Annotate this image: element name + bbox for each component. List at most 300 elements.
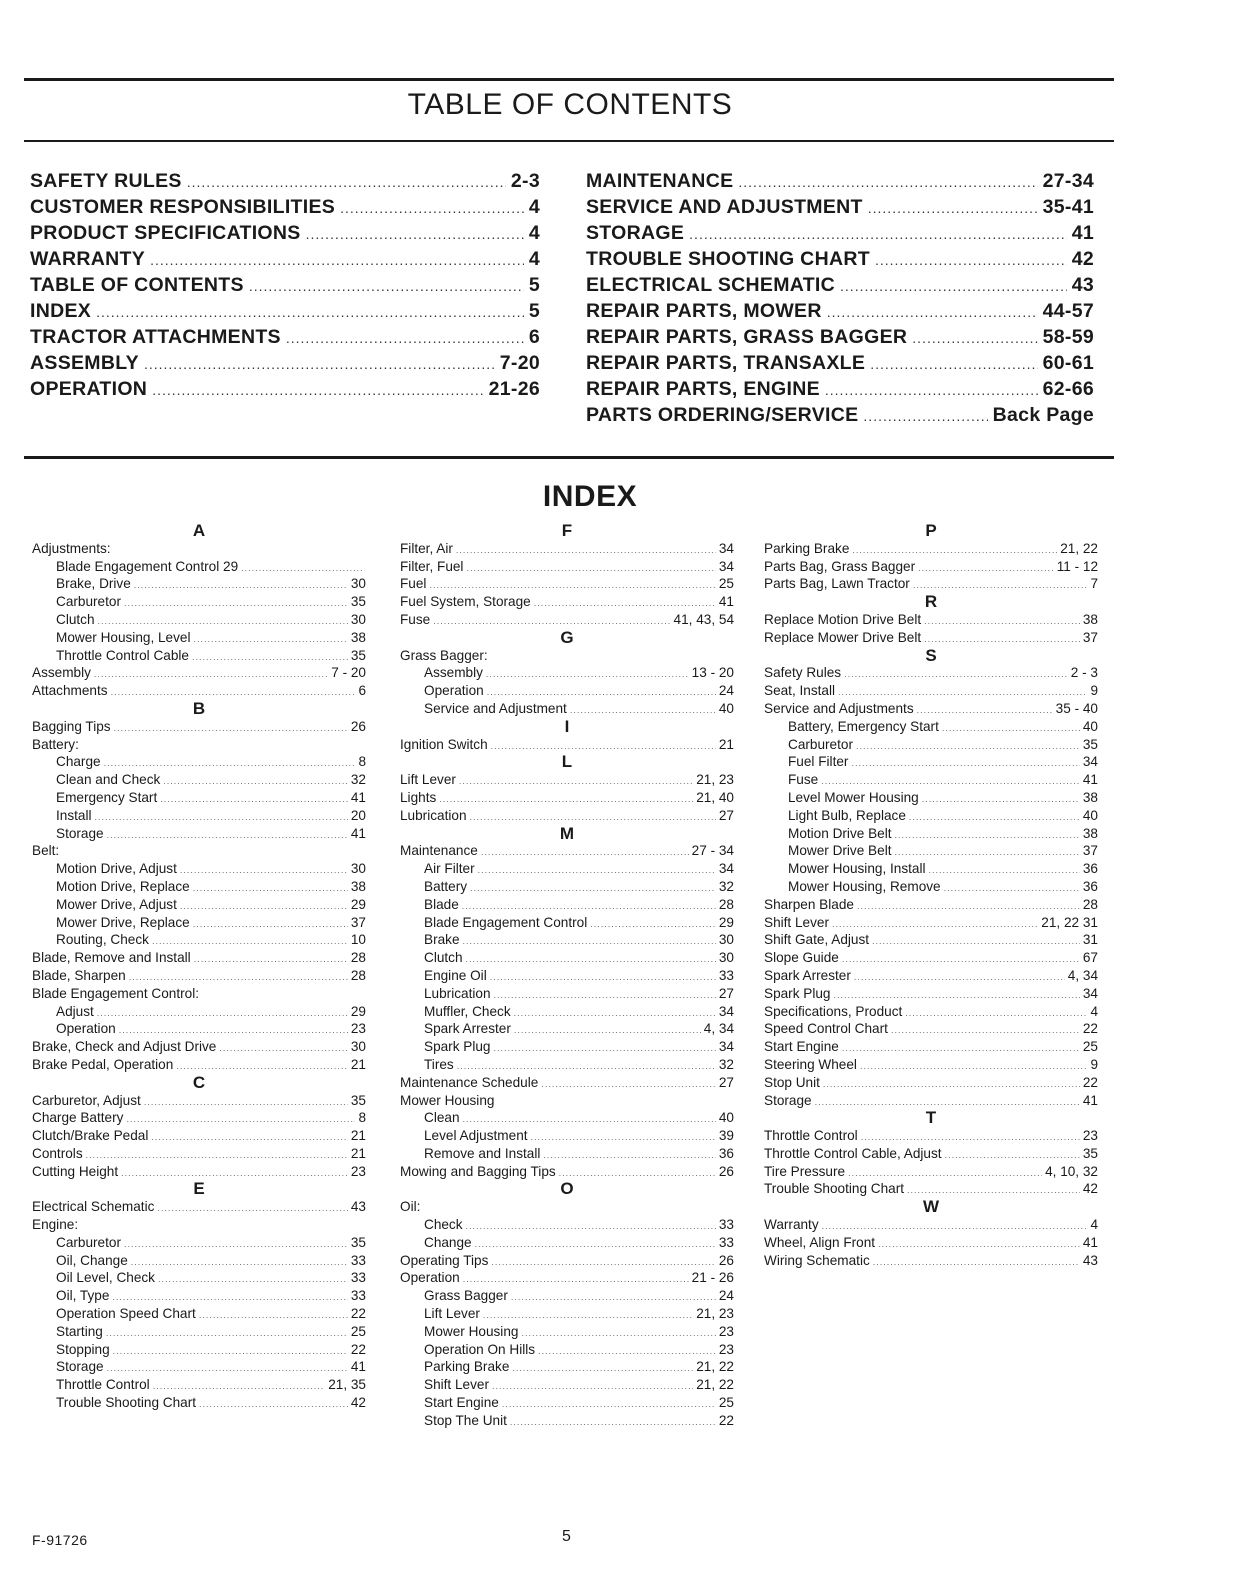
toc-entry bbox=[586, 246, 1094, 272]
index-entry-label: Maintenance bbox=[400, 843, 478, 859]
index-entry-page: 25 bbox=[718, 1395, 734, 1411]
index-entry-label: Throttle Control Cable bbox=[56, 647, 189, 663]
index-subentry bbox=[32, 611, 366, 629]
toc-entry bbox=[586, 324, 1094, 350]
toc-entry bbox=[30, 194, 540, 220]
index-leader-dots bbox=[559, 1165, 716, 1183]
index-entry-page: 23 bbox=[350, 1163, 366, 1179]
index-subentry bbox=[764, 718, 1098, 736]
index-leader-dots bbox=[486, 666, 689, 684]
toc-entry-label: SERVICE AND ADJUSTMENT bbox=[586, 196, 863, 218]
index-entry-page: 25 bbox=[718, 576, 734, 592]
index-entry-page: 35 bbox=[350, 647, 366, 663]
toc-entry bbox=[586, 168, 1094, 194]
index-entry-page: 36 bbox=[1082, 861, 1098, 877]
index-entry bbox=[32, 664, 366, 682]
index-leader-dots bbox=[913, 577, 1088, 595]
toc-entry-label: REPAIR PARTS, GRASS BAGGER bbox=[586, 326, 908, 348]
index-entry-page: 29 bbox=[350, 896, 366, 912]
index-entry-page: 30 bbox=[350, 861, 366, 877]
index-entry-page: 27 bbox=[718, 807, 734, 823]
toc-leader-dots bbox=[840, 273, 1067, 299]
index-entry-page: 23 bbox=[350, 1021, 366, 1037]
index-subentry bbox=[400, 949, 734, 967]
index-entry-page: 35 bbox=[350, 1092, 366, 1108]
index-entry-label: Charge bbox=[56, 754, 101, 770]
index-entry-page: 8 bbox=[358, 1110, 366, 1126]
index-subentry bbox=[400, 931, 734, 949]
index-entry-page: 33 bbox=[350, 1252, 366, 1268]
index-subentry bbox=[32, 1252, 366, 1270]
index-entry-page: 33 bbox=[718, 1234, 734, 1250]
toc-entry-page: 2-3 bbox=[510, 170, 540, 192]
index-subentry bbox=[32, 914, 366, 932]
index-entry-page: 32 bbox=[718, 1056, 734, 1072]
index-leader-dots bbox=[111, 684, 356, 702]
index-leader-dots bbox=[113, 1343, 348, 1361]
toc-leader-dots bbox=[870, 351, 1037, 377]
index-leader-dots bbox=[860, 1058, 1087, 1076]
index-entry-label: Stop The Unit bbox=[424, 1412, 507, 1428]
index-entry-page: 41 bbox=[350, 789, 366, 805]
index-leader-dots bbox=[124, 595, 348, 613]
index-entry-label: Motion Drive, Adjust bbox=[56, 861, 177, 877]
index-entry bbox=[764, 1252, 1098, 1270]
index-entry-page: 38 bbox=[350, 629, 366, 645]
index-entry-page: 40 bbox=[1082, 807, 1098, 823]
toc-leader-dots bbox=[306, 221, 524, 247]
index-leader-dots bbox=[922, 791, 1080, 809]
toc-leader-dots bbox=[868, 195, 1038, 221]
index-entry-page: 4, 10, 32 bbox=[1045, 1163, 1098, 1179]
index-entry-label: Specifications, Product bbox=[764, 1003, 903, 1019]
index-subentry bbox=[32, 1287, 366, 1305]
index-entry-label: Filter, Fuel bbox=[400, 558, 464, 574]
index-leader-dots bbox=[570, 702, 716, 720]
index-leader-dots bbox=[481, 844, 689, 862]
index-entry-page: 40 bbox=[718, 1110, 734, 1126]
index-entry-page: 34 bbox=[718, 1003, 734, 1019]
index-entry bbox=[764, 949, 1098, 967]
index-entry-label: Blade Engagement Control bbox=[424, 914, 588, 930]
index-leader-dots bbox=[514, 1022, 701, 1040]
index-entry-label: Mower Housing, Level bbox=[56, 629, 191, 645]
index-subentry bbox=[764, 842, 1098, 860]
index-entry-label: Parking Brake bbox=[424, 1359, 510, 1375]
index-entry bbox=[764, 967, 1098, 985]
index-entry-label: Storage bbox=[764, 1092, 812, 1108]
index-entry bbox=[32, 1163, 366, 1181]
index-entry bbox=[764, 914, 1098, 932]
index-entry-label: Start Engine bbox=[764, 1039, 839, 1055]
index-entry-page: 34 bbox=[718, 558, 734, 574]
index-leader-dots bbox=[439, 791, 693, 809]
index-subentry bbox=[32, 1269, 366, 1287]
index-subentry bbox=[400, 700, 734, 718]
index-leader-dots bbox=[131, 1254, 348, 1272]
index-entry-page: 21, 40 bbox=[696, 789, 734, 805]
toc-leader-dots bbox=[875, 247, 1067, 273]
index-entry-page: 33 bbox=[718, 967, 734, 983]
index-entry-label: Mower Drive, Adjust bbox=[56, 896, 177, 912]
index-group-heading bbox=[32, 842, 366, 860]
index-leader-dots bbox=[494, 987, 716, 1005]
index-entry-page: 30 bbox=[718, 950, 734, 966]
index-leader-dots bbox=[491, 1254, 715, 1272]
index-entry-label: Mower Drive Belt bbox=[788, 843, 892, 859]
index-group-heading bbox=[32, 1216, 366, 1234]
index-leader-dots bbox=[844, 666, 1068, 684]
toc-leader-dots bbox=[689, 221, 1067, 247]
index-entry bbox=[764, 1163, 1098, 1181]
index-entry-label: Carburetor bbox=[788, 736, 853, 752]
index-entry-label: Warranty bbox=[764, 1217, 819, 1233]
index-entry bbox=[32, 682, 366, 700]
index-subentry bbox=[400, 1394, 734, 1412]
toc-entry-page: 58-59 bbox=[1042, 326, 1094, 348]
index-subentry bbox=[400, 664, 734, 682]
index-entry-label: Throttle Control bbox=[56, 1377, 150, 1393]
index-letter-heading: F bbox=[561, 521, 573, 540]
index-entry-label: Trouble Shooting Chart bbox=[764, 1181, 905, 1197]
index-subentry bbox=[400, 1020, 734, 1038]
index-entry-page: 42 bbox=[350, 1395, 366, 1411]
index-subentry bbox=[400, 878, 734, 896]
index-entry-label: Attachments bbox=[32, 683, 108, 699]
index-entry-page: 26 bbox=[350, 718, 366, 734]
index-entry-page: 28 bbox=[1082, 896, 1098, 912]
index-entry-label: Assembly bbox=[424, 665, 483, 681]
index-entry-label: Carburetor bbox=[56, 594, 121, 610]
index-leader-dots bbox=[134, 577, 348, 595]
index-leader-dots bbox=[193, 880, 348, 898]
index-group-label: Adjustments: bbox=[32, 540, 111, 556]
index-leader-dots bbox=[521, 1325, 715, 1343]
index-entry-page: 36 bbox=[1082, 878, 1098, 894]
index-entry-page: 21 bbox=[350, 1128, 366, 1144]
index-entry-label: Mower Housing, Remove bbox=[788, 878, 941, 894]
index-entry-page: 7 bbox=[1090, 576, 1098, 592]
toc-entry-page: 41 bbox=[1071, 222, 1094, 244]
index-leader-dots bbox=[815, 1094, 1080, 1112]
index-entry-label: Charge Battery bbox=[32, 1110, 124, 1126]
index-entry-label: Battery bbox=[424, 878, 468, 894]
index-entry-label: Throttle Control Cable, Adjust bbox=[764, 1145, 942, 1161]
index-leader-dots bbox=[543, 1147, 716, 1165]
index-entry-page: 26 bbox=[718, 1163, 734, 1179]
index-entry-label: Shift Gate, Adjust bbox=[764, 932, 870, 948]
index-entry-label: Blade bbox=[424, 896, 459, 912]
toc-entry-label: REPAIR PARTS, ENGINE bbox=[586, 378, 820, 400]
index-entry bbox=[400, 771, 734, 789]
index-subentry bbox=[32, 1003, 366, 1021]
index-subentry bbox=[764, 807, 1098, 825]
index-leader-dots bbox=[163, 773, 348, 791]
toc-leader-dots bbox=[249, 273, 524, 299]
index-entry-label: Wiring Schematic bbox=[764, 1252, 870, 1268]
toc-leader-dots bbox=[738, 169, 1037, 195]
index-leader-dots bbox=[905, 1005, 1087, 1023]
index-entry bbox=[764, 896, 1098, 914]
index-leader-dots bbox=[918, 560, 1054, 578]
index-subentry bbox=[32, 825, 366, 843]
index-entry-page: 41, 43, 54 bbox=[673, 611, 734, 627]
index-subentry bbox=[32, 1020, 366, 1038]
index-entry-label: Fuel Filter bbox=[788, 754, 849, 770]
index-leader-dots bbox=[194, 631, 348, 649]
index-subentry bbox=[32, 771, 366, 789]
index-leader-dots bbox=[219, 1040, 348, 1058]
index-entry-page: 33 bbox=[350, 1270, 366, 1286]
index-leader-dots bbox=[502, 1396, 716, 1414]
index-entry-label: Lubrication bbox=[424, 985, 491, 1001]
index-entry-page: 42 bbox=[1082, 1181, 1098, 1197]
index-entry-label: Blade Engagement Control 29 bbox=[56, 558, 239, 574]
index-subentry bbox=[400, 1305, 734, 1323]
index-entry-label: Seat, Install bbox=[764, 683, 836, 699]
index-entry bbox=[400, 1074, 734, 1092]
toc-entry-label: PARTS ORDERING/SERVICE bbox=[586, 404, 859, 426]
index-group-label: Mower Housing bbox=[400, 1092, 495, 1108]
index-entry bbox=[400, 558, 734, 576]
index-group-label: Engine: bbox=[32, 1217, 79, 1233]
toc-entry-page: 27-34 bbox=[1042, 170, 1094, 192]
toc-entry bbox=[30, 272, 540, 298]
index-leader-dots bbox=[94, 666, 328, 684]
toc-entry bbox=[586, 298, 1094, 324]
index-entry-label: Routing, Check bbox=[56, 932, 149, 948]
index-entry-page: 34 bbox=[1082, 754, 1098, 770]
index-group-heading bbox=[400, 647, 734, 665]
index-entry bbox=[400, 540, 734, 558]
index-entry-label: Adjust bbox=[56, 1003, 94, 1019]
index-subentry bbox=[32, 647, 366, 665]
toc-title-rule bbox=[24, 140, 1114, 142]
toc-entry bbox=[586, 376, 1094, 402]
index-leader-dots bbox=[199, 1396, 348, 1414]
index-leader-dots bbox=[514, 1005, 716, 1023]
index-letter-heading: L bbox=[561, 752, 573, 772]
index-entry-page: 21, 22 bbox=[1060, 540, 1098, 556]
toc-entry-label: INDEX bbox=[30, 300, 92, 322]
index-entry-page: 30 bbox=[718, 932, 734, 948]
index-subentry bbox=[400, 1234, 734, 1252]
toc-entry-page: 44-57 bbox=[1042, 300, 1094, 322]
index-group-heading bbox=[32, 540, 366, 558]
index-entry-label: Level Mower Housing bbox=[788, 789, 919, 805]
index-separator-rule bbox=[24, 456, 1114, 459]
index-entry-page: 25 bbox=[350, 1323, 366, 1339]
index-letter-heading: P bbox=[925, 521, 937, 540]
index-subentry bbox=[400, 1003, 734, 1021]
index-entry-page: 4, 34 bbox=[703, 1021, 734, 1037]
toc-entry-label: OPERATION bbox=[30, 378, 148, 400]
toc-entry-page: 7-20 bbox=[499, 352, 540, 374]
index-column-1 bbox=[32, 522, 366, 1412]
index-entry-page: 27 - 34 bbox=[691, 843, 734, 859]
index-entry bbox=[32, 949, 366, 967]
index-entry bbox=[764, 611, 1098, 629]
index-entry bbox=[32, 1109, 366, 1127]
index-entry-page: 67 bbox=[1082, 950, 1098, 966]
index-subentry bbox=[400, 860, 734, 878]
toc-entry-page: 43 bbox=[1071, 274, 1094, 296]
index-entry-page: 9 bbox=[1090, 683, 1098, 699]
index-letter-heading: T bbox=[925, 1108, 937, 1128]
index-leader-dots bbox=[924, 613, 1080, 631]
index-entry bbox=[764, 540, 1098, 558]
index-entry-label: Parts Bag, Lawn Tractor bbox=[764, 576, 910, 592]
index-entry-label: Brake, Drive bbox=[56, 576, 131, 592]
toc-entry-page: 35-41 bbox=[1042, 196, 1094, 218]
index-entry-label: Air Filter bbox=[424, 861, 475, 877]
index-entry-label: Storage bbox=[56, 825, 104, 841]
toc-entry-label: TRACTOR ATTACHMENTS bbox=[30, 326, 281, 348]
index-entry-label: Operation On Hills bbox=[424, 1341, 536, 1357]
index-subentry bbox=[764, 878, 1098, 896]
toc-entry-label: PRODUCT SPECIFICATIONS bbox=[30, 222, 301, 244]
index-entry-page: 41 bbox=[1082, 772, 1098, 788]
index-leader-dots bbox=[158, 1271, 348, 1289]
index-leader-dots bbox=[538, 1343, 716, 1361]
index-entry-page: 32 bbox=[718, 878, 734, 894]
index-entry-label: Clutch bbox=[56, 611, 95, 627]
index-entry-page: 37 bbox=[350, 914, 366, 930]
index-entry bbox=[764, 664, 1098, 682]
index-entry-label: Clutch/Brake Pedal bbox=[32, 1128, 149, 1144]
index-entry-label: Oil, Change bbox=[56, 1252, 128, 1268]
toc-entry-page: 6 bbox=[528, 326, 540, 348]
index-entry-page: 27 bbox=[718, 1074, 734, 1090]
index-entry bbox=[764, 1020, 1098, 1038]
index-entry-label: Mowing and Bagging Tips bbox=[400, 1163, 556, 1179]
index-entry-label: Wheel, Align Front bbox=[764, 1234, 876, 1250]
toc-entry bbox=[586, 220, 1094, 246]
index-leader-dots bbox=[241, 560, 363, 578]
toc-leader-dots bbox=[825, 377, 1038, 403]
index-entry-label: Cutting Height bbox=[32, 1163, 119, 1179]
index-entry-label: Motion Drive, Replace bbox=[56, 878, 190, 894]
index-entry bbox=[764, 1074, 1098, 1092]
index-leader-dots bbox=[944, 880, 1080, 898]
index-leader-dots bbox=[490, 969, 716, 987]
index-entry-page: 34 bbox=[1082, 985, 1098, 1001]
index-entry-label: Remove and Install bbox=[424, 1145, 541, 1161]
index-entry-page: 13 - 20 bbox=[691, 665, 734, 681]
index-entry-label: Ignition Switch bbox=[400, 736, 488, 752]
index-group-label: Belt: bbox=[32, 843, 60, 859]
index-entry-label: Engine Oil bbox=[424, 967, 487, 983]
index-entry bbox=[764, 700, 1098, 718]
toc-entry-page: Back Page bbox=[992, 404, 1094, 426]
index-entry bbox=[400, 593, 734, 611]
toc-entry bbox=[30, 168, 540, 194]
index-entry-label: Operation Speed Chart bbox=[56, 1306, 196, 1322]
index-leader-dots bbox=[851, 755, 1079, 773]
index-letter-heading: G bbox=[560, 627, 574, 647]
index-entry bbox=[32, 1127, 366, 1145]
index-entry-page: 38 bbox=[1082, 611, 1098, 627]
index-subentry bbox=[400, 1056, 734, 1074]
index-subentry bbox=[32, 789, 366, 807]
index-entry-label: Start Engine bbox=[424, 1395, 499, 1411]
index-entry bbox=[400, 1269, 734, 1287]
toc-entry-page: 42 bbox=[1071, 248, 1094, 270]
index-entry-page: 22 bbox=[1082, 1074, 1098, 1090]
index-entry-page: 43 bbox=[1082, 1252, 1098, 1268]
index-entry bbox=[32, 1198, 366, 1216]
index-subentry bbox=[32, 1341, 366, 1359]
index-leader-dots bbox=[180, 862, 348, 880]
index-leader-dots bbox=[878, 1236, 1080, 1254]
toc-entry-label: STORAGE bbox=[586, 222, 685, 244]
index-entry bbox=[32, 1092, 366, 1110]
index-entry-page: 41 bbox=[350, 825, 366, 841]
index-entry-label: Shift Lever bbox=[424, 1377, 489, 1393]
toc-left-column bbox=[30, 168, 540, 402]
index-entry-page: 36 bbox=[718, 1145, 734, 1161]
index-entry-label: Brake, Check and Adjust Drive bbox=[32, 1039, 217, 1055]
toc-entry-label: REPAIR PARTS, MOWER bbox=[586, 300, 822, 322]
index-entry-page: 35 bbox=[1082, 1145, 1098, 1161]
toc-entry bbox=[586, 194, 1094, 220]
index-entry-page: 33 bbox=[350, 1288, 366, 1304]
index-leader-dots bbox=[97, 1005, 348, 1023]
index-entry-label: Mower Housing, Install bbox=[788, 861, 926, 877]
index-entry-label: Mower Drive, Replace bbox=[56, 914, 190, 930]
index-subentry bbox=[400, 1145, 734, 1163]
index-entry-page: 4 bbox=[1090, 1217, 1098, 1233]
index-entry-label: Operation bbox=[400, 1270, 460, 1286]
index-subentry bbox=[32, 1234, 366, 1252]
index-subentry bbox=[400, 1358, 734, 1376]
index-entry bbox=[400, 1163, 734, 1181]
index-leader-dots bbox=[511, 1289, 716, 1307]
index-leader-dots bbox=[121, 1165, 348, 1183]
toc-entry-page: 4 bbox=[528, 248, 540, 270]
index-entry bbox=[400, 575, 734, 593]
index-entry-label: Lubrication bbox=[400, 807, 467, 823]
index-entry-label: Fuel bbox=[400, 576, 427, 592]
index-entry-label: Level Adjustment bbox=[424, 1128, 528, 1144]
index-entry-label: Assembly bbox=[32, 665, 91, 681]
index-entry-label: Throttle Control bbox=[764, 1128, 858, 1144]
index-subentry bbox=[764, 789, 1098, 807]
index-subentry bbox=[32, 807, 366, 825]
index-entry-label: Oil Level, Check bbox=[56, 1270, 155, 1286]
index-subentry bbox=[400, 1127, 734, 1145]
index-entry-page: 32 bbox=[350, 772, 366, 788]
index-leader-dots bbox=[114, 720, 348, 738]
index-subentry bbox=[32, 860, 366, 878]
index-entry bbox=[32, 1038, 366, 1056]
index-subentry bbox=[32, 593, 366, 611]
index-entry bbox=[400, 807, 734, 825]
toc-entry-page: 4 bbox=[528, 222, 540, 244]
index-entry-page: 35 bbox=[350, 1234, 366, 1250]
index-subentry bbox=[400, 985, 734, 1003]
index-leader-dots bbox=[541, 1076, 716, 1094]
toc-leader-dots bbox=[187, 169, 506, 195]
index-entry-page: 38 bbox=[350, 878, 366, 894]
toc-entry-page: 21-26 bbox=[488, 378, 540, 400]
index-leader-dots bbox=[491, 738, 716, 756]
toc-entry-label: WARRANTY bbox=[30, 248, 146, 270]
index-entry-page: 27 bbox=[718, 985, 734, 1001]
index-entry-label: Fuse bbox=[400, 611, 431, 627]
index-entry-page: 21, 22 31 bbox=[1041, 914, 1098, 930]
toc-entry-label: TROUBLE SHOOTING CHART bbox=[586, 248, 870, 270]
